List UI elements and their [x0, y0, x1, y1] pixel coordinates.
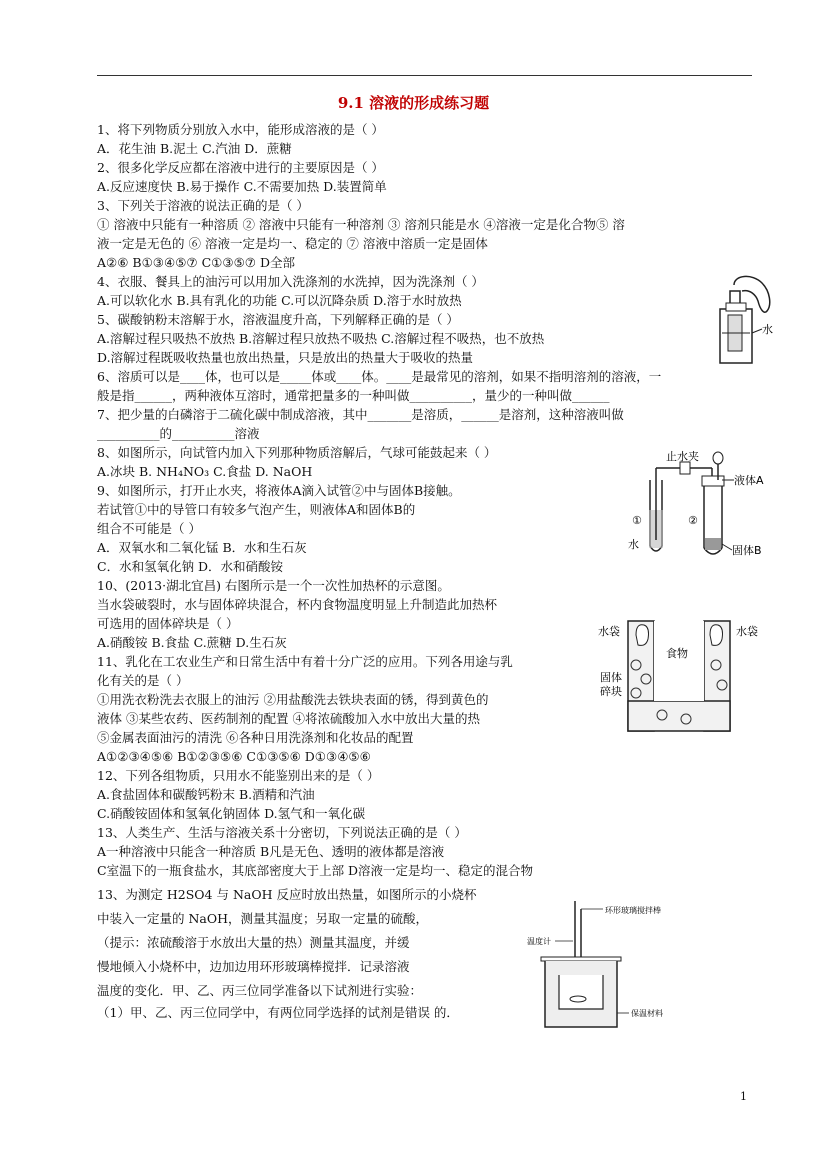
text-line: 13、为测定 H2SO4 与 NaOH 反应时放出热量，如图所示的小烧杯: [97, 887, 477, 902]
text-line: 8、如图所示，向试管内加入下列那种物质溶解后，气球可能鼓起来（ ）: [97, 445, 497, 460]
text-line: A．花生油 B.泥土 C.汽油 D．蔗糖: [97, 141, 292, 156]
text-line: （1）甲、乙、丙三位同学中，有两位同学选择的试剂是错误 的．: [97, 1005, 459, 1020]
text-line: D.溶解过程既吸收热量也放出热量，只是放出的热量大于吸收的热量: [97, 350, 474, 365]
text-line: A．双氧水和二氧化锰 B．水和生石灰: [97, 540, 307, 555]
text-line: 6、溶质可以是____体，也可以是_____体或____体。____是最常见的溶剂，如果不指明溶剂的溶液，一: [97, 369, 662, 384]
page-title: 9.1 溶液的形成练习题: [337, 94, 490, 112]
figure-label: 固体B: [732, 544, 762, 557]
text-line: A.冰块 B. NH₄NO₃ C.食盐 D. NaOH: [97, 464, 313, 479]
text-line: 11、乳化在工农业生产和日常生活中有着十分广泛的应用。下列各用途与乳: [97, 654, 513, 669]
text-line: 1、将下列物质分别放入水中，能形成溶液的是（ ）: [97, 122, 384, 137]
text-line: 液一定是无色的 ⑥ 溶液一定是均一、稳定的 ⑦ 溶液中溶质一定是固体: [97, 236, 488, 251]
figure-label: 水: [762, 323, 773, 336]
beaker-figure: [525, 895, 725, 1035]
figure-label: 环形玻璃搅拌棒: [605, 906, 661, 915]
figure-label: 固体: [600, 671, 622, 684]
text-line: 5、碳酸钠粉末溶解于水，溶液温度升高，下列解释正确的是（ ）: [97, 312, 459, 327]
text-line: 13、人类生产、生活与溶液关系十分密切，下列说法正确的是（ ）: [97, 825, 467, 840]
text-line: （提示：浓硫酸溶于水放出大量的热）测量其温度，并缓: [97, 935, 410, 950]
text-line: 10、(2013·湖北宜昌) 右图所示是一个一次性加热杯的示意图。: [97, 578, 450, 593]
figure-label: 温度计: [527, 937, 551, 946]
figure-label: 止水夹: [666, 450, 699, 463]
text-line: A.溶解过程只吸热不放热 B.溶解过程只放热不吸热 C.溶解过程不吸热，也不放热: [97, 331, 545, 346]
figure-label: 保温材料: [631, 1009, 663, 1018]
text-line: 组合不可能是（ ）: [97, 521, 201, 536]
header-rule: [97, 75, 752, 76]
heating-cup-figure: [596, 615, 776, 735]
text-line: 7、把少量的白磷溶于二硫化碳中制成溶液，其中_______是溶质，______是溶剂，这种溶液叫做: [97, 407, 624, 422]
text-line: C.硝酸铵固体和氢氧化钠固体 D.氢气和一氧化碳: [97, 806, 366, 821]
text-line: 般是指______，两种液体互溶时，通常把量多的一种叫做__________，量少的一种叫做______: [97, 388, 610, 403]
text-line: ① 溶液中只能有一种溶质 ② 溶液中只能有一种溶剂 ③ 溶剂只能是水 ④溶液一定是化合物⑤ 溶: [97, 217, 625, 232]
text-line: ⑤金属表面油污的清洗 ⑥各种日用洗涤剂和化妆品的配置: [97, 730, 414, 745]
figure-label: ②: [688, 514, 698, 527]
text-line: A一种溶液中只能含一种溶质 B凡是无色、透明的液体都是溶液: [97, 844, 445, 859]
figure-label: 食物: [666, 647, 688, 660]
text-line: 2、很多化学反应都在溶液中进行的主要原因是（ ）: [97, 160, 384, 175]
text-line: 可选用的固体碎块是（ ）: [97, 616, 239, 631]
page-number: 1: [740, 1090, 747, 1103]
flask-balloon-figure: [712, 275, 782, 367]
text-line: ①用洗衣粉洗去衣服上的油污 ②用盐酸洗去铁块表面的锈，得到黄色的: [97, 692, 489, 707]
text-line: A.硝酸铵 B.食盐 C.蔗糖 D.生石灰: [97, 635, 287, 650]
figure-label: 液体A: [734, 474, 764, 487]
figure-label: 水袋: [598, 625, 620, 638]
text-line: C室温下的一瓶食盐水，其底部密度大于上部 D溶液一定是均一、稳定的混合物: [97, 863, 534, 878]
text-line: A②⑥ B①③④⑤⑦ C①③⑤⑦ D全部: [97, 255, 295, 270]
text-line: 3、下列关于溶液的说法正确的是（ ）: [97, 198, 309, 213]
figure-label: 碎块: [600, 685, 622, 698]
text-line: A①②③④⑤⑥ B①②③⑤⑥ C①③⑤⑥ D①③④⑤⑥: [97, 749, 371, 764]
text-line: 化有关的是（ ）: [97, 673, 189, 688]
text-line: A.可以软化水 B.具有乳化的功能 C.可以沉降杂质 D.溶于水时放热: [97, 293, 462, 308]
text-line: 中装入一定量的 NaOH，测量其温度；另取一定量的硫酸，: [97, 911, 429, 926]
text-line: 当水袋破裂时，水与固体碎块混合，杯内食物温度明显上升制造此加热杯: [97, 597, 498, 612]
text-line: A.食盐固体和碳酸钙粉末 B.酒精和汽油: [97, 787, 315, 802]
text-line: 12、下列各组物质，只用水不能鉴别出来的是（ ）: [97, 768, 380, 783]
text-line: 温度的变化．甲、乙、丙三位同学准备以下试剂进行实验：: [97, 983, 423, 998]
text-line: 9、如图所示，打开止水夹，将液体A滴入试管②中与固体B接触。: [97, 483, 461, 498]
text-line: 慢地倾入小烧杯中，边加边用环形玻璃棒搅拌．记录溶液: [97, 959, 410, 974]
text-line: C．水和氢氧化钠 D．水和硝酸铵: [97, 559, 284, 574]
figure-label: 水: [628, 538, 639, 551]
figure-label: ①: [632, 514, 642, 527]
text-line: 4、衣服、餐具上的油污可以用加入洗涤剂的水洗掉，因为洗涤剂（ ）: [97, 274, 484, 289]
text-line: 液体 ③某些农药、医药制剂的配置 ④将浓硫酸加入水中放出大量的热: [97, 711, 480, 726]
test-tubes-figure: [622, 450, 772, 565]
text-line: 若试管①中的导管口有较多气泡产生，则液体A和固体B的: [97, 502, 416, 517]
figure-label: 水袋: [736, 625, 758, 638]
text-line: __________的__________溶液: [97, 426, 260, 441]
text-line: A.反应速度快 B.易于操作 C.不需要加热 D.装置简单: [97, 179, 387, 194]
